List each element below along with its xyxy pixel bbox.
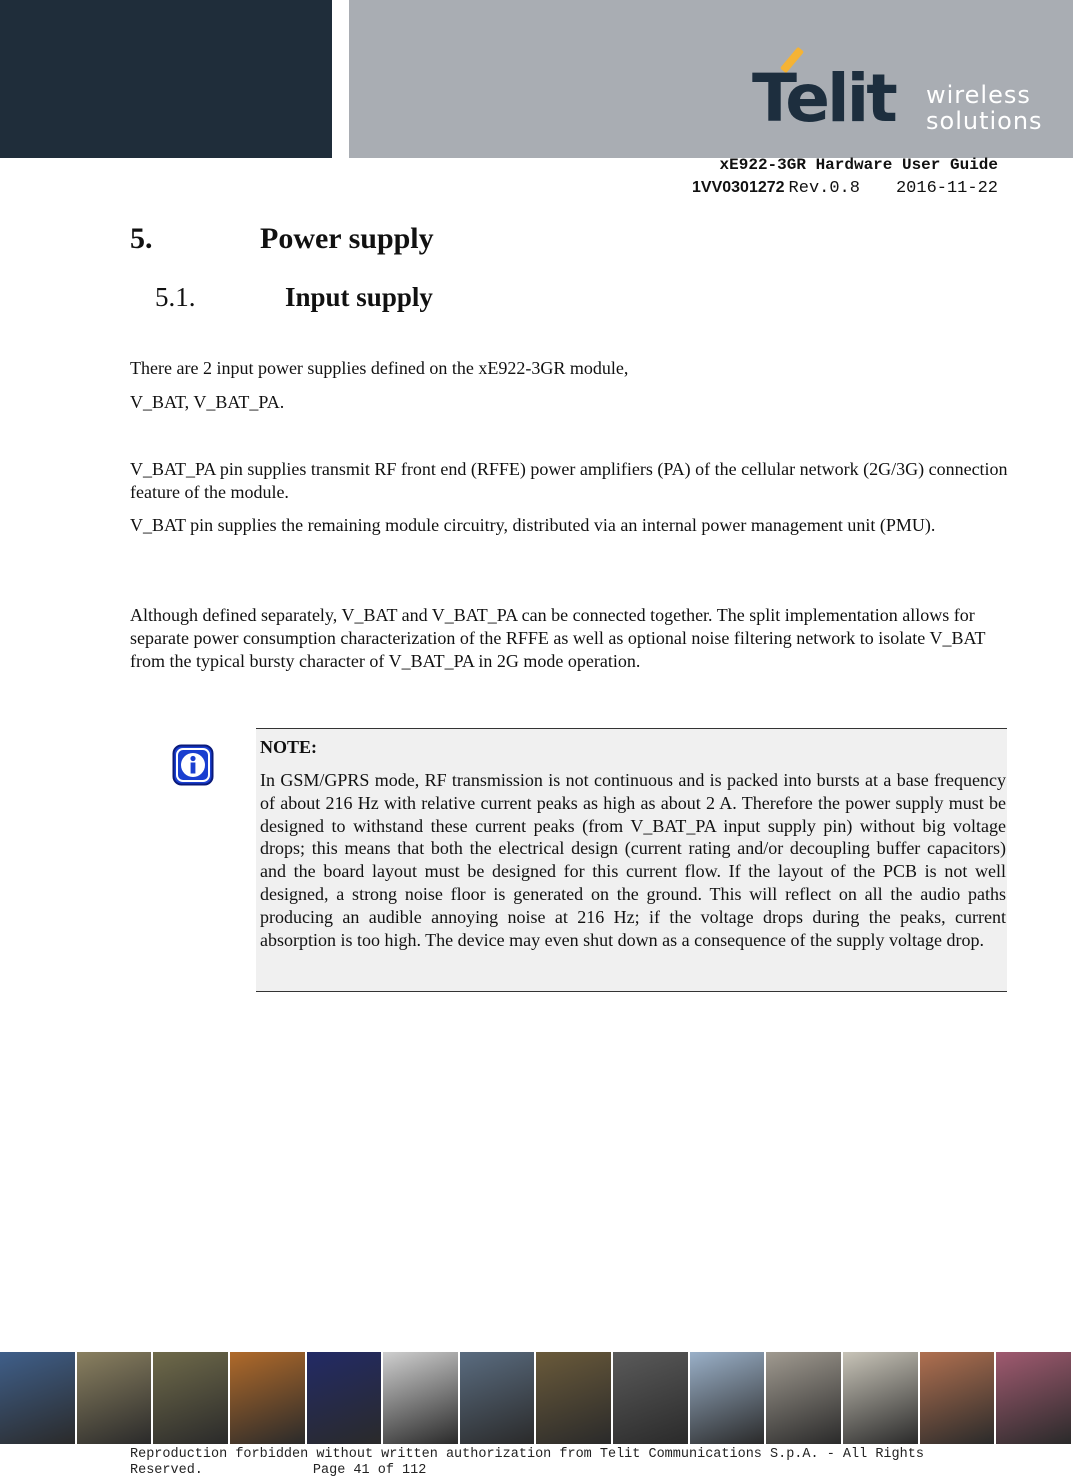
footer-photo-tile — [843, 1352, 920, 1444]
logo-wordmark: Telit — [752, 60, 895, 137]
footer-photo-tile — [690, 1352, 767, 1444]
section-title: Power supply — [260, 222, 434, 255]
logo-tagline-line1: wireless — [926, 81, 1031, 109]
note-box — [256, 728, 1007, 992]
footer-photo-tile — [230, 1352, 307, 1444]
document-title: xE922-3GR Hardware User Guide — [719, 156, 998, 174]
paragraph-vbat-pa: V_BAT_PA pin supplies transmit RF front end (RFFE) power amplifiers (PA) of the cellular network (2G/3G) connection feature of the module. — [130, 459, 1008, 502]
footer-photo-tile — [383, 1352, 460, 1444]
footer-photo-tile — [307, 1352, 384, 1444]
note-body: In GSM/GPRS mode, RF transmission is not continuous and is packed into bursts at a base frequency of about 216 Hz with relative current peaks as high as about 2 A. Therefore the power supply must be designed to withstand these current peaks (from V_BAT_PA input supply pin) without big voltage drops; this means that both the electrical design (current rating and/or decoupling buffer capacitors) and the board layout must be designed for this current flow. If the layout of the PCB is not well designed, a strong noise floor is generated on the ground. This will reflect on all the audio paths producing an audible annoying noise at 216 Hz; if the voltage drops during the peaks, current absorption is too high. The device may even shut down as a consequence of the supply voltage drop. — [260, 770, 1006, 950]
footer-photo-tile — [460, 1352, 537, 1444]
footer-photo-tile — [920, 1352, 997, 1444]
logo-tagline — [926, 82, 1043, 134]
telit-logo — [752, 46, 1052, 142]
document-revision: Rev.0.8 — [788, 179, 860, 198]
document-reference — [692, 177, 998, 198]
footer-text — [130, 1447, 1010, 1479]
subsection-title: Input supply — [285, 282, 433, 312]
footer-photo-tile — [153, 1352, 230, 1444]
footer-photo-tile — [536, 1352, 613, 1444]
footer-copyright: Reproduction forbidden without written authorization from Telit Communications S.p.A. - All Rights Reserved. — [130, 1447, 924, 1478]
paragraph-intro: There are 2 input power supplies defined on the xE922-3GR module, — [130, 358, 629, 378]
footer-page-number: Page 41 of 112 — [312, 1463, 427, 1478]
footer-photo-tile — [996, 1352, 1073, 1444]
section-number: 5. — [130, 222, 153, 255]
paragraph-supply-names: V_BAT, V_BAT_PA. — [130, 392, 285, 412]
footer-image-strip — [0, 1352, 1073, 1444]
document-code: 1VV0301272 — [692, 179, 785, 196]
footer-photo-tile — [766, 1352, 843, 1444]
info-icon — [172, 744, 214, 786]
note-title: NOTE: — [260, 737, 318, 757]
document-date: 2016-11-22 — [895, 179, 998, 198]
paragraph-separate-supplies: Although defined separately, V_BAT and V_BAT_PA can be connected together. The split implementation allows for separate power consumption characterization of the RFFE as well as optional noise filtering network to isolate V_BAT from the typical bursty character of V_BAT_PA in 2G mode operation. — [130, 605, 986, 671]
logo-tagline-line2: solutions — [926, 107, 1043, 135]
footer-photo-tile — [0, 1352, 77, 1444]
header-dark-panel — [0, 0, 332, 158]
footer-photo-tile — [613, 1352, 690, 1444]
footer-photo-tile — [77, 1352, 154, 1444]
subsection-number: 5.1. — [155, 282, 196, 312]
paragraph-vbat: V_BAT pin supplies the remaining module circuitry, distributed via an internal power management unit (PMU). — [130, 515, 936, 535]
